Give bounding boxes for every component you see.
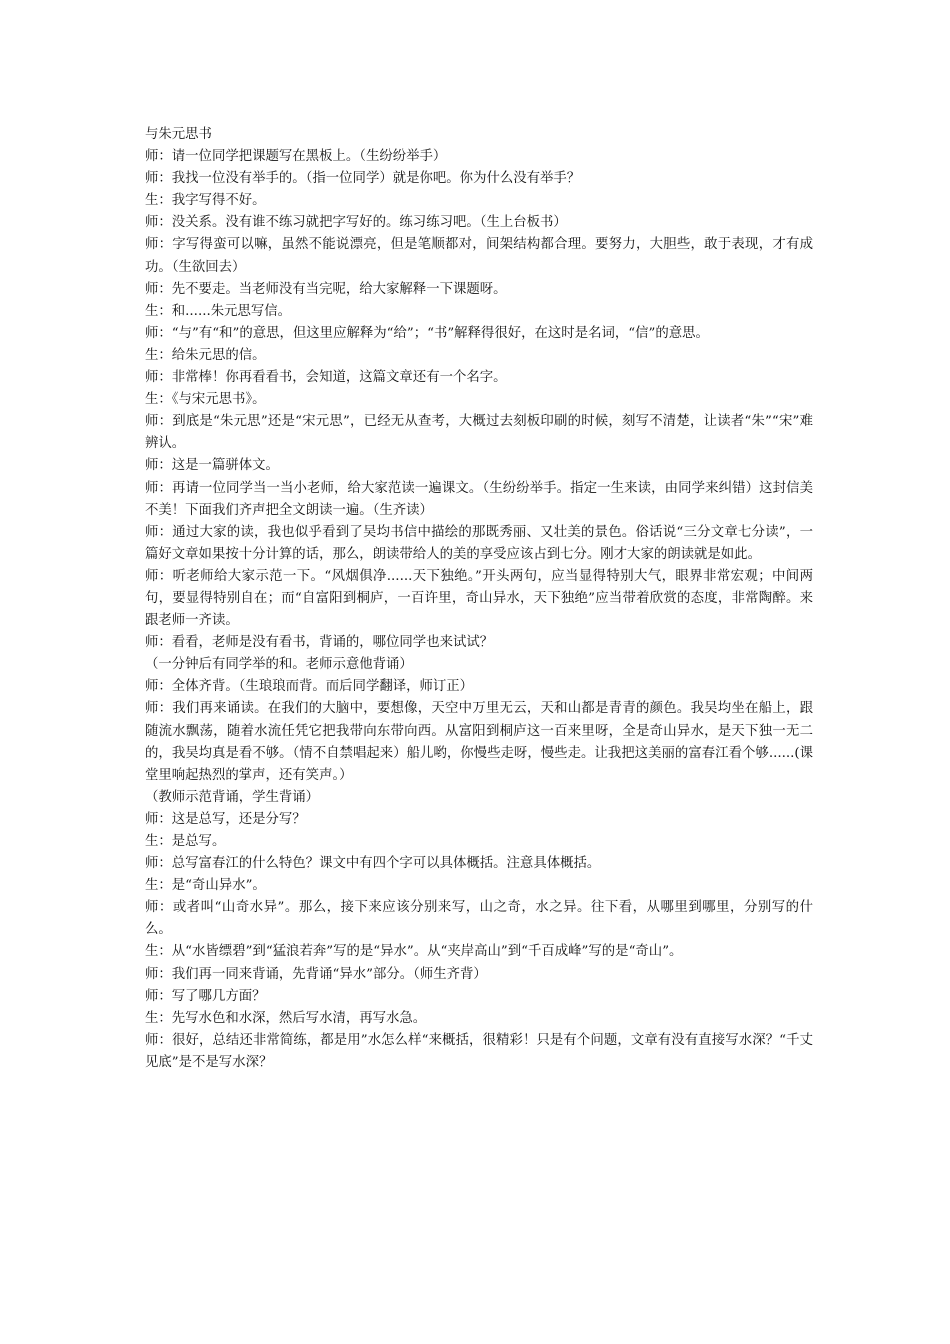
dialogue-line: 师：我们再来诵读。在我们的大脑中，要想像，天空中万里无云，天和山都是青青的颜色。我吴均坐在船上，跟随流水飘荡，随着水流任凭它把我带向东带向西。从富阳到桐庐这一百来里呀，全是奇山异水，是天下独一无二的，我吴均真是看不够。（情不自禁唱起来）船儿哟，你慢些走呀，慢些走。让我把这美丽的富春江看个够......(课堂里响起热烈的掌声，还有笑声。）	[145, 701, 813, 783]
document-page	[145, 124, 813, 1074]
dialogue-line: 师：看看，老师是没有看书，背诵的，哪位同学也来试试？	[145, 635, 494, 651]
dialogue-line: 生：和......朱元思写信。	[145, 303, 292, 319]
document-title: 与朱元思书	[145, 127, 212, 142]
dialogue-line: 师：全体齐背。（生琅琅而背。而后同学翻译，师订正）	[145, 679, 474, 695]
dialogue-line: 师：我找一位没有举手的。（指一位同学）就是你吧。你为什么没有举手？	[145, 171, 581, 187]
dialogue-line: 师：非常棒！你再看看书，会知道，这篇文章还有一个名字。	[145, 370, 507, 386]
dialogue-line: 师：没关系。没有谁不练习就把字写好的。练习练习吧。（生上台板书）	[145, 215, 567, 231]
dialogue-line: 师：请一位同学把课题写在黑板上。（生纷纷举手）	[145, 149, 447, 165]
dialogue-line: 生：给朱元思的信。	[145, 347, 266, 363]
dialogue-line: 师：“与”有“和”的意思，但这里应解释为“给”；“书”解释得很好，在这时是名词，“信”的意思。	[145, 325, 709, 341]
stage-note: （教师示范背诵，学生背诵）	[145, 789, 320, 805]
stage-note: （一分钟后有同学举的和。老师示意他背诵）	[145, 657, 413, 673]
dialogue-line: 师：总写富春江的什么特色？课文中有四个字可以具体概括。注意具体概括。	[145, 856, 601, 872]
dialogue-line: 师：字写得蛮可以嘛，虽然不能说漂亮，但是笔顺都对，间架结构都合理。要努力，大胆些，敢于表现，才有成功。（生欲回去）	[145, 237, 813, 275]
dialogue-line: 师：我们再一同来背诵，先背诵“异水”部分。（师生齐背）	[145, 966, 487, 982]
dialogue-line: 生：从“水皆缥碧”到“猛浪若奔”写的是“异水”。从“夹岸高山”到“千百成峰”写的是“奇山”。	[145, 944, 683, 960]
dialogue-line: 师：先不要走。当老师没有当完呢，给大家解释一下课题呀。	[145, 281, 507, 297]
dialogue-line: 师：通过大家的读，我也似乎看到了吴均书信中描绘的那既秀丽、又壮美的景色。俗话说“三分文章七分读”，一篇好文章如果按十分计算的话，那么，朗读带给人的美的享受应该占到七分。刚才大家的朗读就是如此。	[145, 524, 813, 562]
dialogue-line: 师：或者叫“山奇水异”。那么，接下来应该分别来写，山之奇，水之异。往下看，从哪里到哪里，分别写的什么。	[145, 900, 813, 938]
dialogue-line: 生：《与宋元思书》。	[145, 392, 266, 408]
dialogue-line: 师：写了哪几方面？	[145, 988, 266, 1004]
dialogue-line: 生：是总写。	[145, 834, 226, 849]
dialogue-line: 生：先写水色和水深，然后写水清，再写水急。	[145, 1010, 427, 1026]
dialogue-line: 师：这是总写，还是分写？	[145, 811, 306, 827]
dialogue-line: 师：很好，总结还非常简练，都是用”水怎么样“来概括，很精彩！只是有个问题，文章有没有直接写水深？“千丈见底”是不是写水深？	[145, 1032, 813, 1070]
dialogue-line: 师：听老师给大家示范一下。“风烟俱净......天下独绝。”开头两句，应当显得特别大气，眼界非常宏观；中间两句，要显得特别自在；而“自富阳到桐庐，一百许里，奇山异水，天下独绝”应当带着欣赏的态度，非常陶醉。来跟老师一齐读。	[145, 568, 813, 629]
dialogue-line: 生：我字写得不好。	[145, 193, 266, 209]
dialogue-line: 生：是“奇山异水”。	[145, 878, 266, 894]
dialogue-line: 师：这是一篇骈体文。	[145, 458, 279, 474]
dialogue-line: 师：到底是“朱元思”还是“宋元思”，已经无从查考，大概过去刻板印刷的时候，刻写不清楚，让读者“朱”“宋”难辨认。	[145, 414, 813, 452]
dialogue-line: 师：再请一位同学当一当小老师，给大家范读一遍课文。（生纷纷举手。指定一生来读，由同学来纠错）这封信美不美！下面我们齐声把全文朗读一遍。（生齐读）	[145, 480, 813, 518]
